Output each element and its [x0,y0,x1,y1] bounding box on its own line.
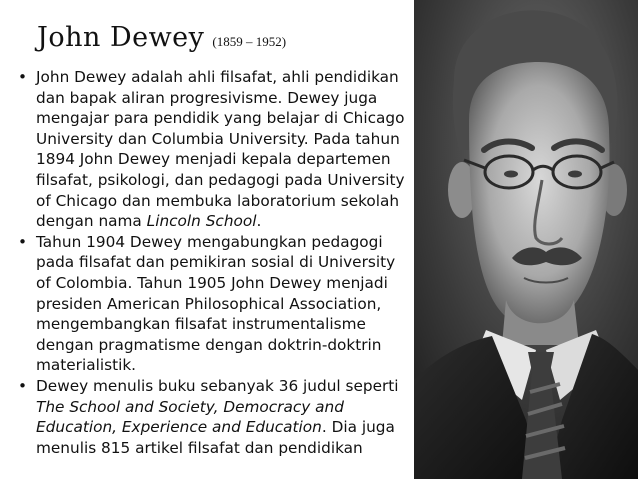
slide-title [37,22,286,53]
bullet-text [36,68,405,230]
title-years: (1859 – 1952) [212,34,287,49]
bullet-text [36,233,395,375]
bullet-item [18,67,414,232]
portrait-photo-icon [414,0,638,479]
bullet-text-segment: Dewey menulis buku sebanyak 36 judul seperti [36,376,399,395]
bullet-item [18,376,414,458]
bullet-item [18,232,414,376]
bullet-text-segment: John Dewey adalah ahli filsafat, ahli pendidikan dan bapak aliran progresivisme. Dewey juga mengajar para pendidik yang belajar di Chicago University dan Columbia University. Pada tahun 1894 John Dewey menjadi kepala departemen filsafat, psikologi, dan pedagogi pada University of Chicago dan membuka laboratorium sekolah dengan nama [36,68,405,231]
portrait-photo [414,0,638,479]
bullet-text-segment-italic: The School and Society, Democracy and Education, Experience and Education [36,397,344,437]
bullet-text [36,377,399,457]
bullet-dot: • [18,68,28,86]
bullet-list [18,67,414,458]
bullet-text-segment: . Dia juga menulis 815 artikel filsafat dan pendidikan [36,418,395,457]
bullet-text-segment-italic: Lincoln School [146,212,257,231]
title-name: John Dewey [37,22,205,53]
bullet-text-segment: . [256,212,262,231]
bullet-dot: • [18,376,28,395]
bullet-text-segment: Tahun 1904 Dewey mengabungkan pedagogi pada filsafat dan pemikiran sosial di University of Colombia. Tahun 1905 John Dewey menjadi presiden American Philosophical Association, mengembangkan filsafat instrumentalisme dengan pragmatisme dengan doktrin-doktrin materialistik. [36,232,396,375]
bullet-dot: • [18,232,28,251]
